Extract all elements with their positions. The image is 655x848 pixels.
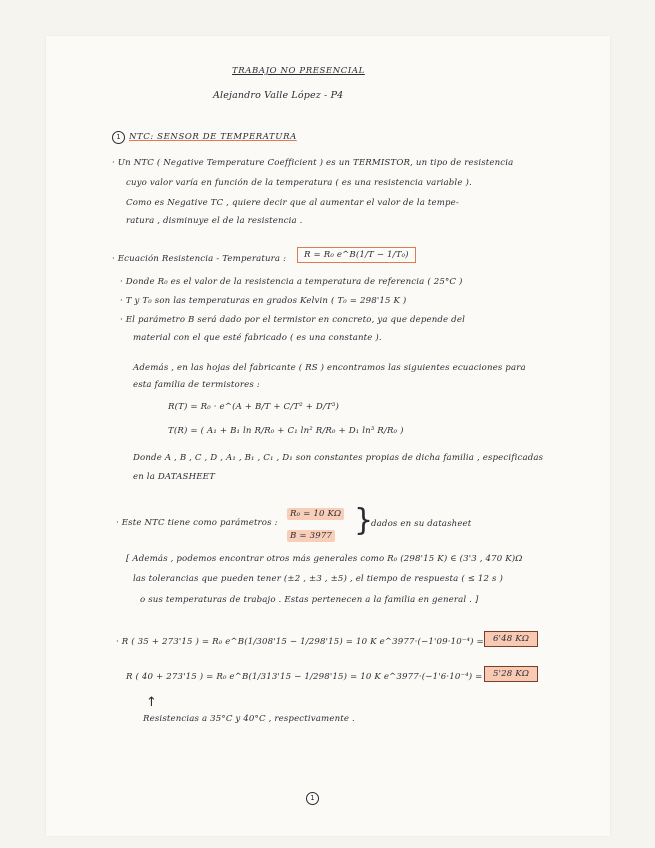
document-title: TRABAJO NO PRESENCIAL <box>232 66 365 76</box>
result-35-equation: · R ( 35 + 273'15 ) = R₀ e^B(1/308'15 − 1/298'15) = 10 K e^3977·(−1'09·10⁻⁴) = <box>116 637 484 647</box>
datasheet-line-2: esta familia de termistores : <box>133 380 260 390</box>
extra-line-2: las tolerancias que pueden tener (±2 , ±3 , ±5) , el tiempo de respuesta ( ≤ 12 s ) <box>133 574 503 584</box>
page-number-circle: 1 <box>306 792 319 805</box>
right-brace: } <box>354 503 374 538</box>
definition-t: · T y T₀ son las temperaturas en grados Kelvin ( T₀ = 298'15 K ) <box>120 296 407 306</box>
results-caption: Resistencias a 35°C y 40°C , respectivamente . <box>143 714 355 724</box>
intro-line-3: Como es Negative TC , quiere decir que al aumentar el valor de la tempe- <box>126 198 459 208</box>
up-arrow-icon: ↑ <box>146 695 157 710</box>
intro-line-4: ratura , disminuye el de la resistencia . <box>126 216 303 226</box>
datasheet-line-1: Además , en las hojas del fabricante ( RS ) encontramos las siguientes ecuaciones para <box>133 363 526 373</box>
extra-line-1: [ Además , podemos encontrar otros más generales como R₀ (298'15 K) ∈ (3'3 , 470 K)Ω <box>126 554 523 564</box>
intro-line-2: cuyo valor varía en función de la temperatura ( es una resistencia variable ). <box>126 178 472 188</box>
equation-label: · Ecuación Resistencia - Temperatura : <box>112 254 287 264</box>
params-note: dados en su datasheet <box>371 519 472 529</box>
definition-b-line-2: material con el que esté fabricado ( es una constante ). <box>133 333 382 343</box>
equation-t-of-r: T(R) = ( A₁ + B₁ ln R/R₀ + C₁ ln² R/R₀ + D₁ ln³ R/R₀ ) <box>168 426 404 436</box>
intro-line-1: · Un NTC ( Negative Temperature Coefficient ) es un TERMISTOR, un tipo de resistencia <box>112 158 514 168</box>
definition-r0: · Donde R₀ es el valor de la resistencia a temperatura de referencia ( 25°C ) <box>120 277 463 287</box>
equation-r-of-t: R(T) = R₀ · e^(A + B/T + C/T² + D/T³) <box>168 402 339 412</box>
definition-b-line-1: · El parámetro B será dado por el termistor en concreto, ya que depende del <box>120 315 465 325</box>
param-r0: R₀ = 10 KΩ <box>287 508 344 520</box>
result-40-equation: R ( 40 + 273'15 ) = R₀ e^B(1/313'15 − 1/298'15) = 10 K e^3977·(−1'6·10⁻⁴) = <box>126 672 483 682</box>
result-40-value: 5'28 KΩ <box>484 666 538 682</box>
datasheet-line-4: en la DATASHEET <box>133 472 215 482</box>
params-label: · Este NTC tiene como parámetros : <box>116 518 278 528</box>
result-35-value: 6'48 KΩ <box>484 631 538 647</box>
extra-line-3: o sus temperaturas de trabajo . Estas pertenecen a la familia en general . ] <box>140 595 479 605</box>
main-equation-box: R = R₀ e^B(1/T − 1/T₀) <box>297 247 416 263</box>
author-line: Alejandro Valle López - P4 <box>213 90 344 101</box>
section-title: NTC: SENSOR DE TEMPERATURA <box>129 132 297 142</box>
section-number-circle: 1 <box>112 131 125 144</box>
datasheet-line-3: Donde A , B , C , D , A₁ , B₁ , C₁ , D₁ son constantes propias de dicha familia , especificadas <box>133 453 544 463</box>
param-b: B = 3977 <box>287 530 335 542</box>
